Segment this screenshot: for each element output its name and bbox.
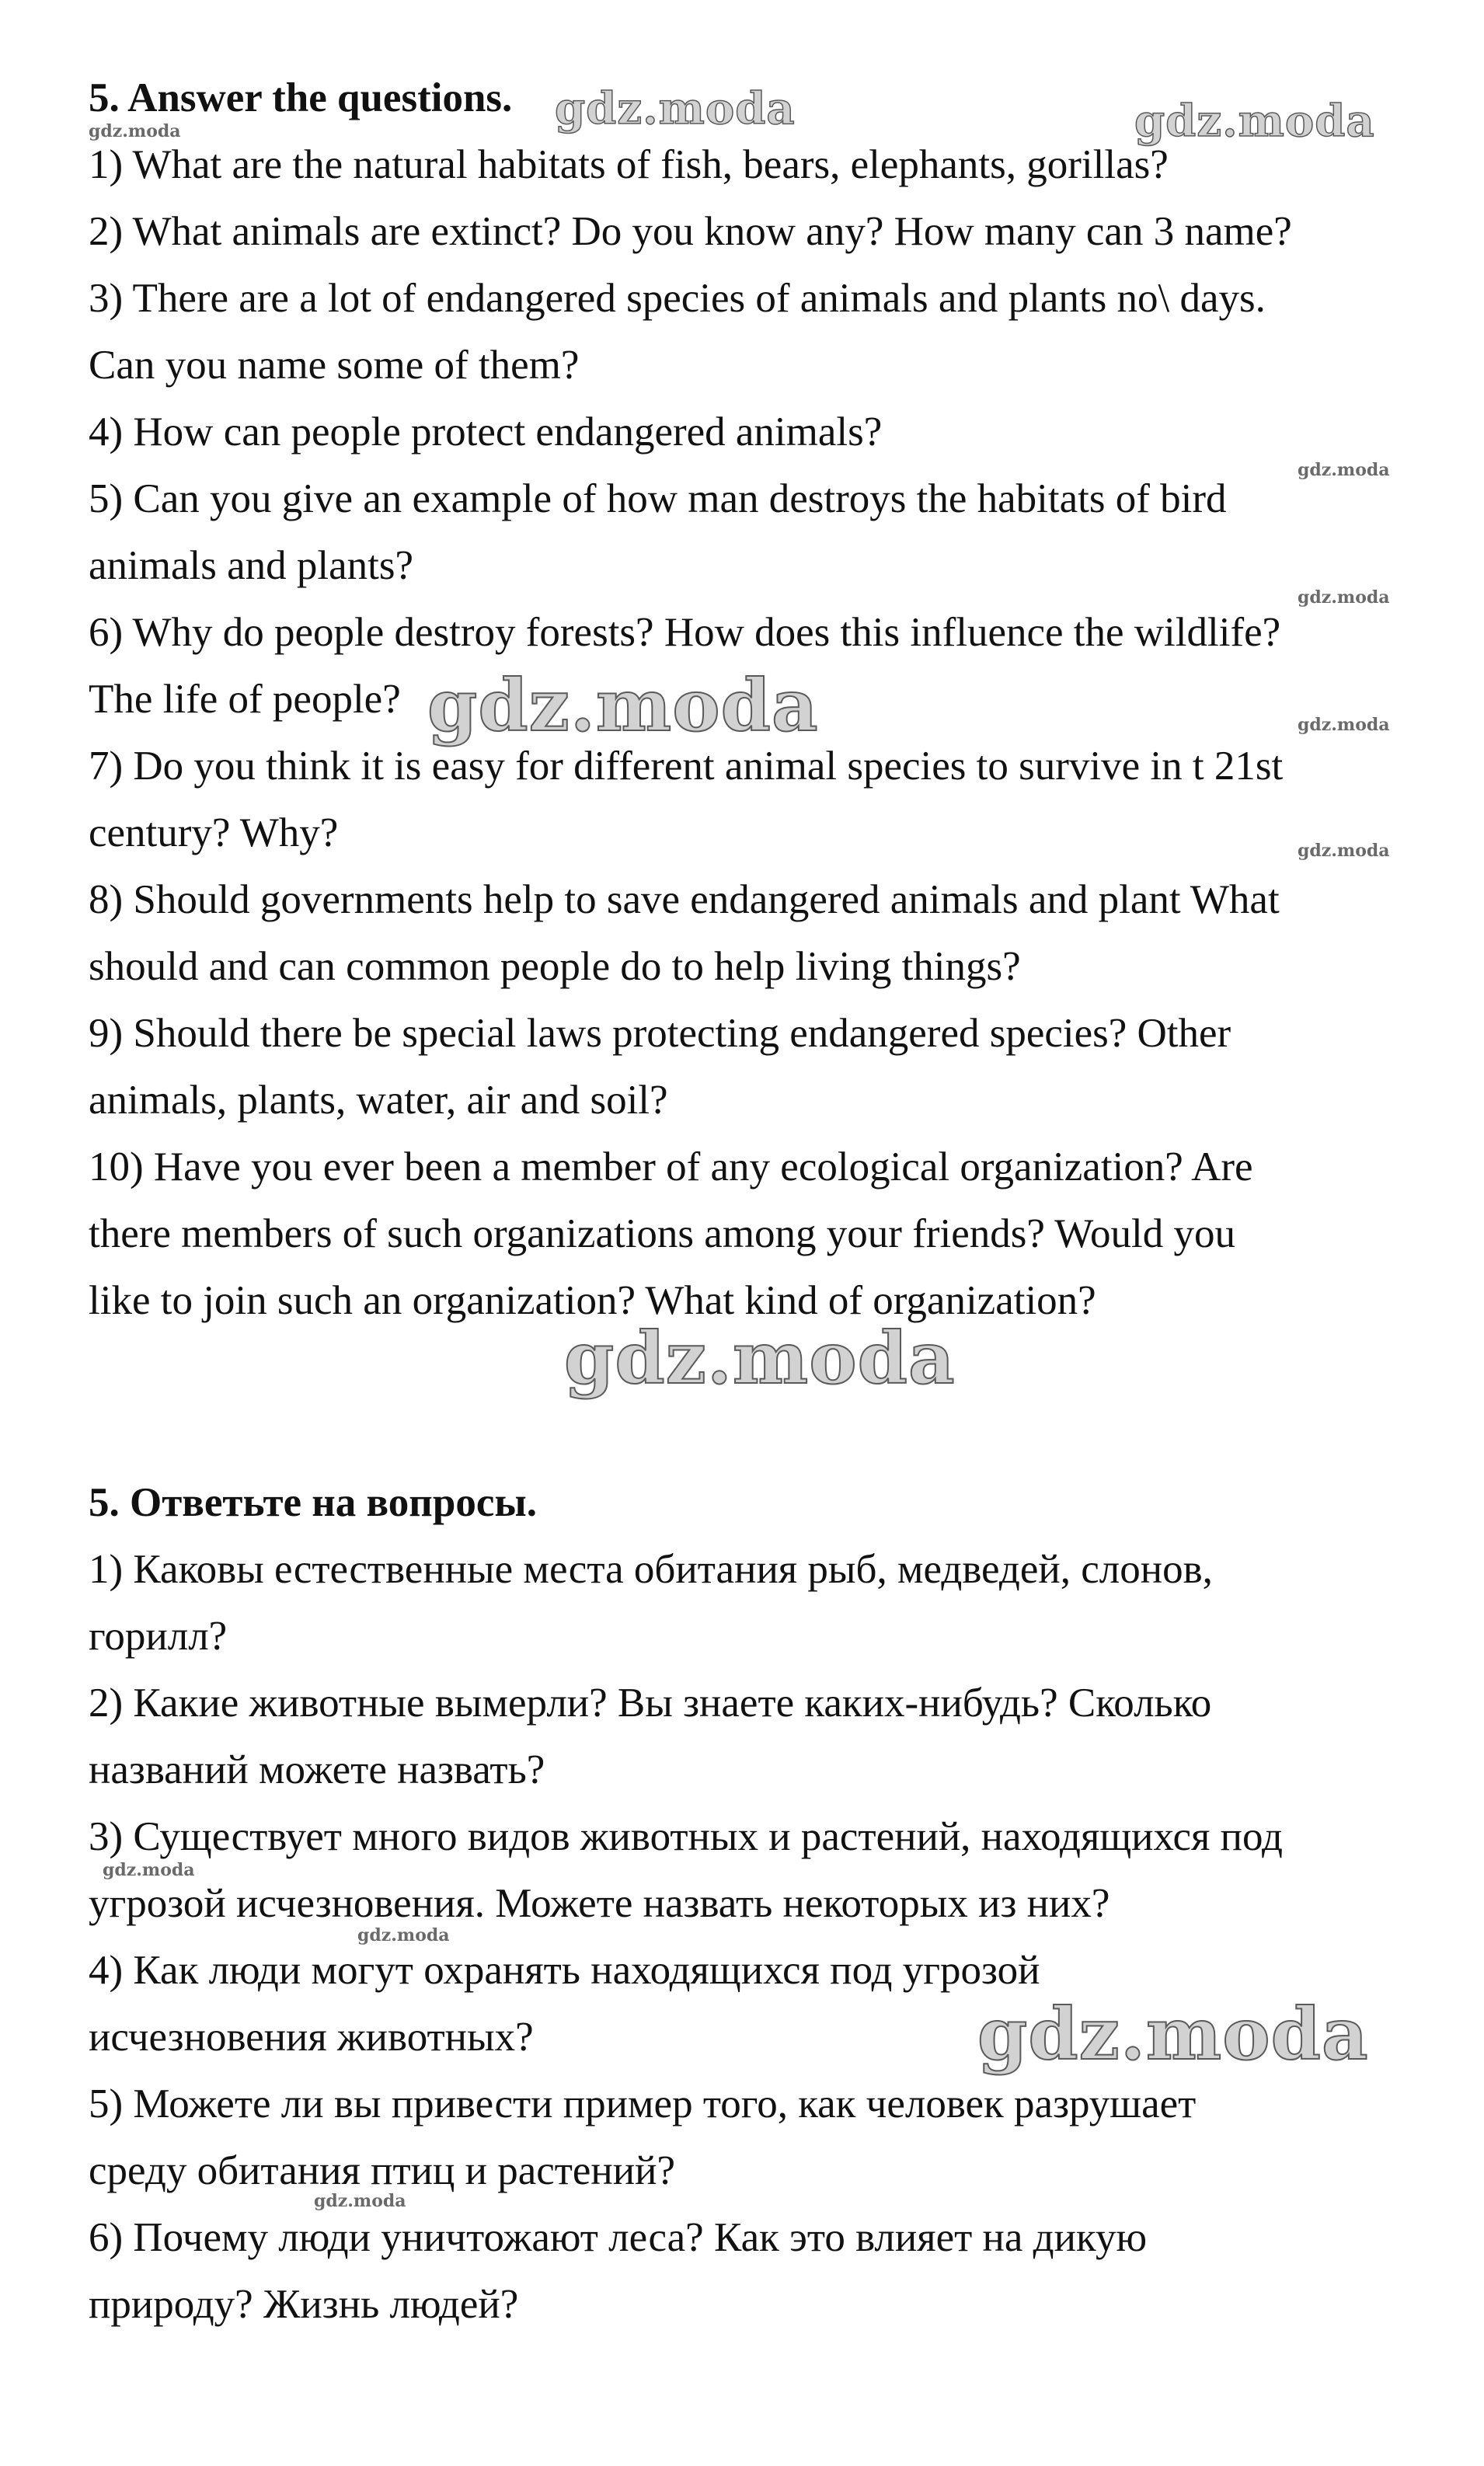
watermark-logo: gdz.moda xyxy=(1298,841,1390,861)
english-line: 6) Why do people destroy forests? How does this influence the wildlife? xyxy=(89,610,1281,655)
russian-line: 6) Почему люди уничтожают леса? Как это влияет на дикую xyxy=(89,2215,1148,2260)
watermark-logo: gdz.moda xyxy=(555,83,796,134)
english-line: The life of people? xyxy=(89,677,401,722)
watermark-logo: gdz.moda xyxy=(103,1860,195,1880)
watermark-logo: gdz.moda xyxy=(977,1992,1369,2076)
russian-line: среду обитания птиц и растений? xyxy=(89,2148,676,2193)
russian-line: 2) Какие животные вымерли? Вы знаете каких-нибудь? Сколько xyxy=(89,1681,1212,1726)
english-line: should and can common people do to help living things? xyxy=(89,944,1021,989)
english-line: century? Why? xyxy=(89,810,339,855)
english-line: there members of such organizations among your friends? Would you xyxy=(89,1211,1235,1256)
russian-line: 3) Существует много видов животных и растений, находящихся под xyxy=(89,1814,1283,1859)
watermark-logo: gdz.moda xyxy=(314,2191,406,2211)
russian-line: названий можете назвать? xyxy=(89,1747,545,1792)
english-line: 1) What are the natural habitats of fish, bears, elephants, gorillas? xyxy=(89,142,1169,187)
english-line: 5) Can you give an example of how man destroys the habitats of bird xyxy=(89,476,1227,521)
watermark-logo: gdz.moda xyxy=(89,121,181,141)
russian-line: горилл? xyxy=(89,1614,228,1659)
english-line: 10) Have you ever been a member of any ecological organization? Are xyxy=(89,1144,1253,1189)
russian-line: 5) Можете ли вы привести пример того, как человек разрушает xyxy=(89,2081,1197,2126)
russian-line: угрозой исчезновения. Можете назвать некоторых из них? xyxy=(89,1881,1110,1926)
english-line: animals, plants, water, air and soil? xyxy=(89,1078,668,1123)
watermark-logo: gdz.moda xyxy=(1134,96,1375,147)
watermark-logo: gdz.moda xyxy=(1298,715,1390,735)
english-line: animals and plants? xyxy=(89,543,413,588)
russian-line: природу? Жизнь людей? xyxy=(89,2282,519,2327)
english-heading: 5. Answer the questions. xyxy=(89,75,513,120)
english-line: 7) Do you think it is easy for different animal species to survive in t 21st xyxy=(89,744,1284,789)
english-line: like to join such an organization? What kind of organization? xyxy=(89,1278,1096,1323)
watermark-logo: gdz.moda xyxy=(427,664,819,747)
english-line: 8) Should governments help to save endangered animals and plant What xyxy=(89,877,1280,922)
russian-line: исчезновения животных? xyxy=(89,2015,534,2060)
russian-line: 4) Как люди могут охранять находящихся под угрозой xyxy=(89,1948,1040,1993)
watermark-logo: gdz.moda xyxy=(1298,460,1390,480)
watermark-logo: gdz.moda xyxy=(564,1316,956,1400)
english-line: 4) How can people protect endangered animals? xyxy=(89,409,883,455)
english-line: 2) What animals are extinct? Do you know any? How many can 3 name? xyxy=(89,209,1292,254)
english-line: 3) There are a lot of endangered species of animals and plants no\ days. xyxy=(89,276,1266,321)
watermark-logo: gdz.moda xyxy=(357,1925,450,1945)
english-line: Can you name some of them? xyxy=(89,343,580,388)
english-line: 9) Should there be special laws protecting endangered species? Other xyxy=(89,1011,1231,1056)
russian-heading: 5. Ответьте на вопросы. xyxy=(89,1480,537,1525)
russian-line: 1) Каковы естественные места обитания рыб, медведей, слонов, xyxy=(89,1547,1213,1592)
watermark-logo: gdz.moda xyxy=(1298,587,1390,608)
